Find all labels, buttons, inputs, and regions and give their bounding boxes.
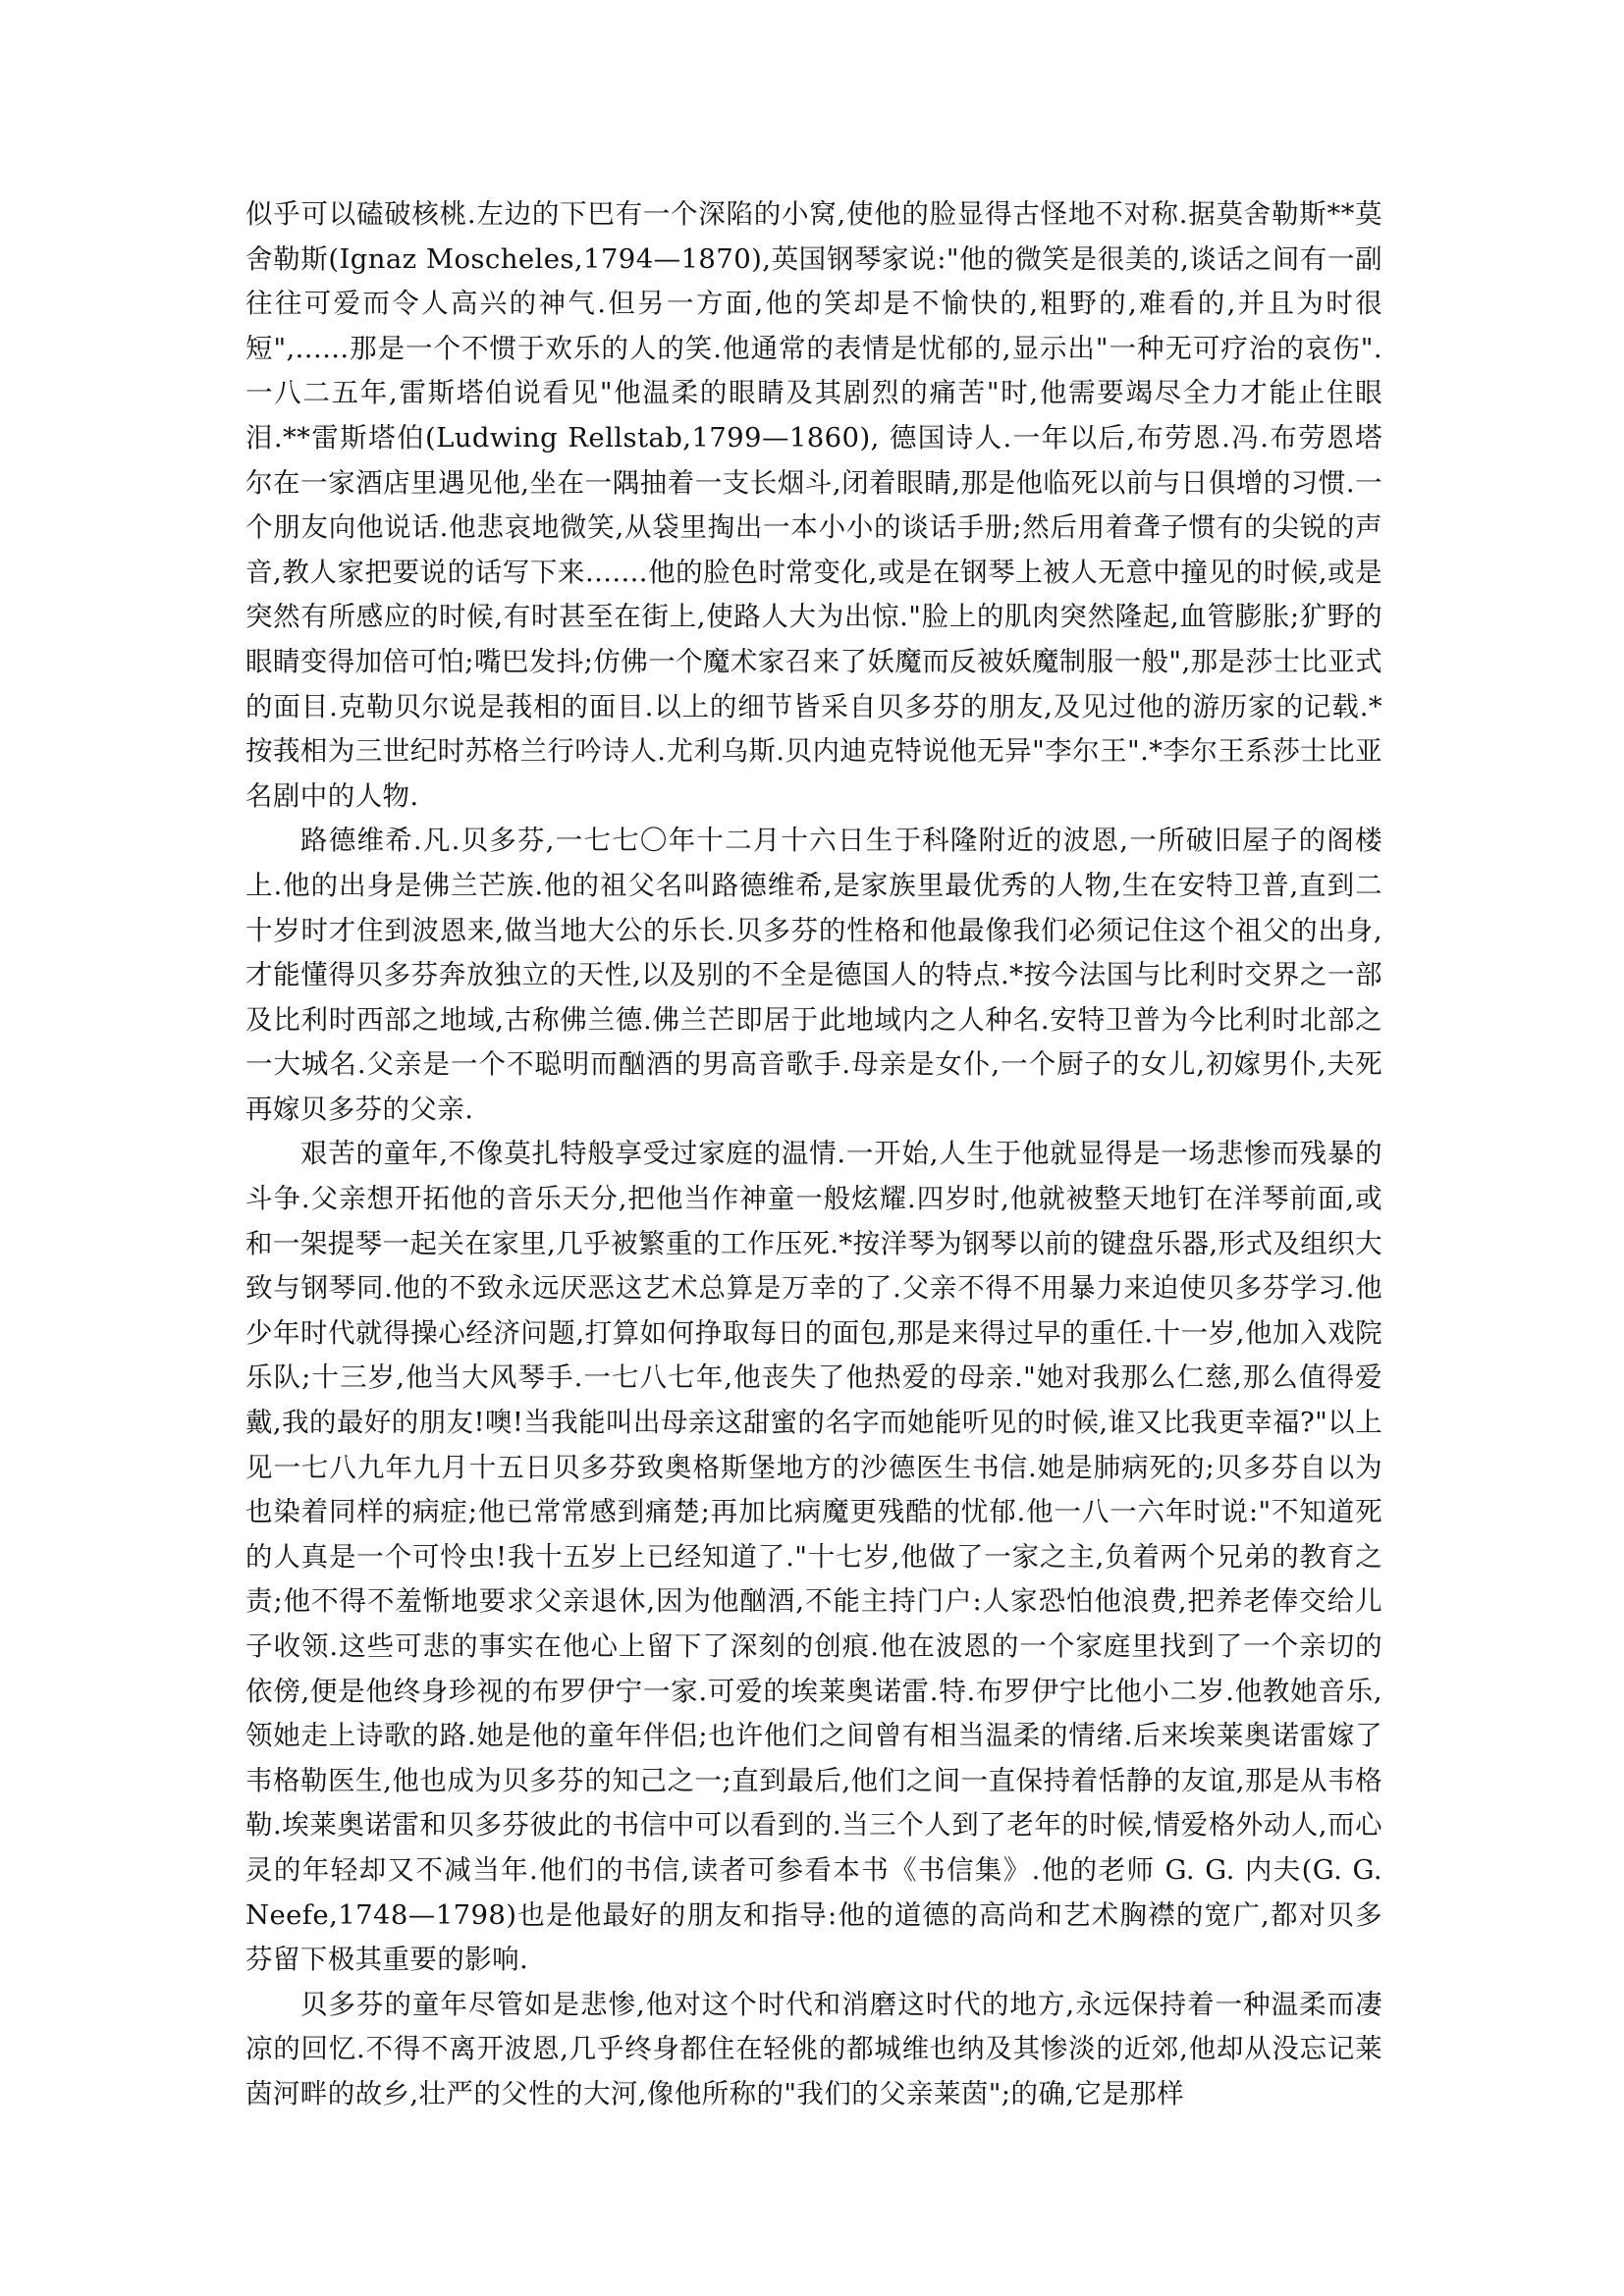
body-text [245,192,1382,2117]
paragraph-3: 艰苦的童年,不像莫扎特般享受过家庭的温情.一开始,人生于他就显得是一场悲惨而残暴的斗争.父亲想开拓他的音乐天分,把他当作神童一般炫耀.四岁时,他就被整天地钉在洋琴前面,或和一架提琴一起关在家里,几乎被繁重的工作压死.*按洋琴为钢琴以前的键盘乐器,形式及组织大致与钢琴同.他的不致永远厌恶这艺术总算是万幸的了.父亲不得不用暴力来迫使贝多芬学习.他少年时代就得操心经济问题,打算如何挣取每日的面包,那是来得过早的重任.十一岁,他加入戏院乐队;十三岁,他当大风琴手.一七八七年,他丧失了他热爱的母亲."她对我那么仁慈,那么值得爱戴,我的最好的朋友!噢!当我能叫出母亲这甜蜜的名字而她能听见的时候,谁又比我更幸福?"以上见一七八九年九月十五日贝多芬致奥格斯堡地方的沙德医生书信.她是肺病死的;贝多芬自以为也染着同样的病症;他已常常感到痛楚;再加比病魔更残酷的忧郁.他一八一六年时说:"不知道死的人真是一个可怜虫!我十五岁上已经知道了."十七岁,他做了一家之主,负着两个兄弟的教育之责;他不得不羞惭地要求父亲退休,因为他酗酒,不能主持门户:人家恐怕他浪费,把养老俸交给儿子收领.这些可悲的事实在他心上留下了深刻的创痕.他在波恩的一个家庭里找到了一个亲切的依傍,便是他终身珍视的布罗伊宁一家.可爱的埃莱奥诺雷.特.布罗伊宁比他小二岁.他教她音乐,领她走上诗歌的路.她是他的童年伴侣;也许他们之间曾有相当温柔的情绪.后来埃莱奥诺雷嫁了韦格勒医生,他也成为贝多芬的知己之一;直到最后,他们之间一直保持着恬静的友谊,那是从韦格勒.埃莱奥诺雷和贝多芬彼此的书信中可以看到的.当三个人到了老年的时候,情爱格外动人,而心灵的年轻却又不减当年.他们的书信,读者可参看本书《书信集》.他的老师 G. G. 内夫(G. G. Neefe,1748—1798)也是他最好的朋友和指导:他的道德的高尚和艺术胸襟的宽广,都对贝多芬留下极其重要的影响. [245,1138,1382,1976]
paragraph-2: 路德维希.凡.贝多芬,一七七〇年十二月十六日生于科隆附近的波恩,一所破旧屋子的阁楼上.他的出身是佛兰芒族.他的祖父名叫路德维希,是家族里最优秀的人物,生在安特卫普,直到二十岁时才住到波恩来,做当地大公的乐长.贝多芬的性格和他最像我们必须记住这个祖父的出身,才能懂得贝多芬奔放独立的天性,以及别的不全是德国人的特点.*按今法国与比利时交界之一部及比利时西部之地域,古称佛兰德.佛兰芒即居于此地域内之人种名.安特卫普为今比利时北部之一大城名.父亲是一个不聪明而酗酒的男高音歌手.母亲是女仆,一个厨子的女儿,初嫁男仆,夫死再嫁贝多芬的父亲. [245,825,1382,1125]
paragraph-4: 贝多芬的童年尽管如是悲惨,他对这个时代和消磨这时代的地方,永远保持着一种温柔而凄凉的回忆.不得不离开波恩,几乎终身都住在轻佻的都城维也纳及其惨淡的近郊,他却从没忘记莱茵河畔的故乡,壮严的父性的大河,像他所称的"我们的父亲莱茵";的确,它是那样 [245,1988,1382,2109]
paragraph-1: 似乎可以磕破核桃.左边的下巴有一个深陷的小窝,使他的脸显得古怪地不对称.据莫舍勒斯**莫舍勒斯(Ignaz Moscheles,1794—1870),英国钢琴家说:"他的微笑是很美的,谈话之间有一副往往可爱而令人高兴的神气.但另一方面,他的笑却是不愉快的,粗野的,难看的,并且为时很短",......那是一个不惯于欢乐的人的笑.他通常的表情是忧郁的,显示出"一种无可疗治的哀伤".一八二五年,雷斯塔伯说看见"他温柔的眼睛及其剧烈的痛苦"时,他需要竭尽全力才能止住眼泪.**雷斯塔伯(Ludwing Rellstab,1799—1860), 德国诗人.一年以后,布劳恩.冯.布劳恩塔尔在一家酒店里遇见他,坐在一隅抽着一支长烟斗,闭着眼睛,那是他临死以前与日俱增的习惯.一个朋友向他说话.他悲哀地微笑,从袋里掏出一本小小的谈话手册;然后用着聋子惯有的尖锐的声音,教人家把要说的话写下来.......他的脸色时常变化,或是在钢琴上被人无意中撞见的时候,或是突然有所感应的时候,有时甚至在街上,使路人大为出惊."脸上的肌肉突然隆起,血管膨胀;犷野的眼睛变得加倍可怕;嘴巴发抖;仿佛一个魔术家召来了妖魔而反被妖魔制服一般",那是莎士比亚式的面目.克勒贝尔说是莪相的面目.以上的细节皆采自贝多芬的朋友,及见过他的游历家的记载.*按莪相为三世纪时苏格兰行吟诗人.尤利乌斯.贝内迪克特说他无异"李尔王".*李尔王系莎士比亚名剧中的人物. [245,198,1382,812]
